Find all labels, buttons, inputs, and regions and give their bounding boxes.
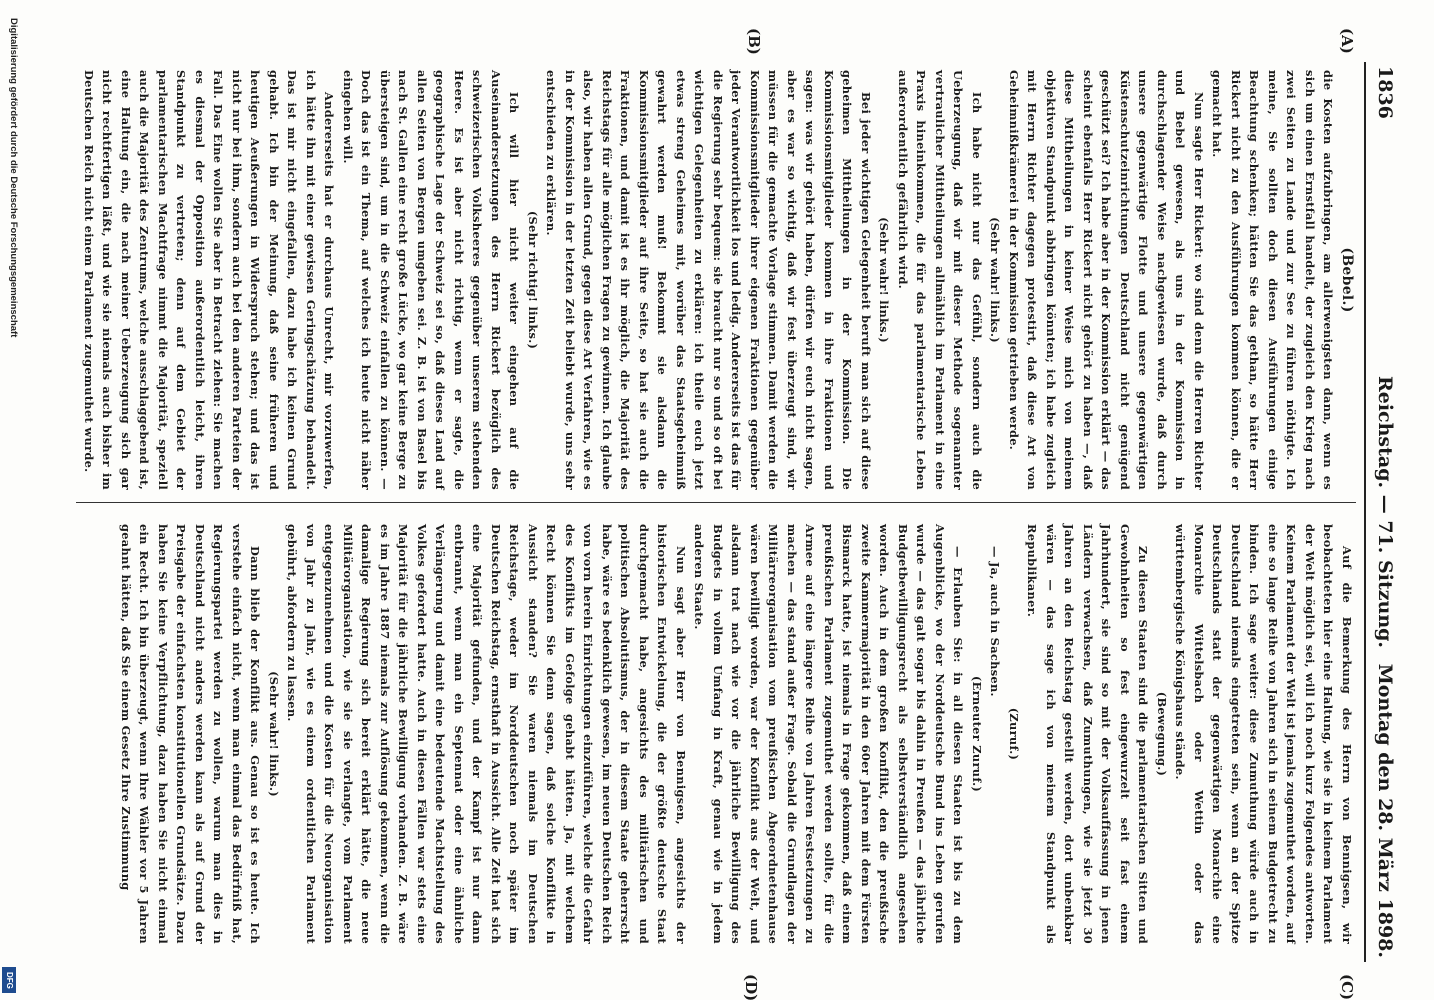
interjection: (Sehr wahr! links.) [877,217,892,343]
left-column [80,70,1357,490]
interjection: (Bewegung.) [1155,691,1169,777]
paragraph: Auf die Bemerkung des Herrn von Bennigsen, wir beobachteten hier eine Haltung, wie sie in keinem Parlament der Welt möglich sei, will ich noch kurz Folgendes antworten. Keinem Parlament der Welt ist jemals zugemuthet worden, auf eine so lange Reihe von Jahren sich in seinem Budgetrecht zu binden. Ich sage weiter: diese Zumuthung würde auch in Deutschland niemals eingetreten sein, wenn an der Spitze Deutschlands statt der gegenwärtigen Monarchie eine Monarchie Wittelsbach oder Wettin oder das württembergische Königshaus stände. [1173,524,1354,944]
paragraph: Zu diesen Staaten sind die parlamentarischen Sitten und Gewohnheiten so fest eingewurzelt seit fast einem Jahrhundert, sie sind so mit der Volksauffassung in jenen Ländern verwachsen, daß Zumuthungen, wie sie jetzt 30 Jahren an den Reichstag gestellt werden, dort unbenkbar wären — das sage ich von meinem Standpunkt als Republikaner. [1025,524,1151,944]
digitization-credit [7,18,23,993]
paragraph: Bei jeder wichtigen Gelegenheit beruft man sich auf diese geheimen Mittheilungen in der Kommission. Die Kommissionsmitglieder kommen in ihre Fraktionen und sagen: was wir gehört haben, dürfen wir euch nicht sagen, aber es war so wichtig, daß wir fest überzeugt sind, wir müssen für die gemachte Vorlage stimmen. Damit werden die Kommissionsmitglieder ihrer eigenen Fraktionen gegenüber jeder Verantwortlichkeit los und ledig. Andererseits ist das für die Regierung sehr bequem: sie braucht nur so und so oft bei wichtigen Gelegenheiten zu erklären: ich theile euch jetzt etwas streng Geheimes mit, worüber das Staatsgeheimniß gewahrt werden muß! Bekommt sie alsdann die Kommissionsmitglieder auf ihre Seite, so hat sie auch die Fraktionen, und damit ist es ihr möglich, die Majorität des Reichstags für alle möglichen Fragen zu gewinnen. Ich glaube also, wir haben allen Grund, gegen diese Art Verfahren, wie es in der Kommission in der letzten Zeit beliebt wurde, uns sehr entschieden zu erklären. [544,70,873,490]
margin-mark-b: (B) [745,28,763,55]
column-divider [76,502,1356,503]
margin-mark-d: (D) [742,974,760,1001]
paragraph: Andererseits hat er durchaus Unrecht, mir vorzuwerfen, ich hätte ihn mit einer gewissen Geringschätzung behandelt. Das ist mir nicht eingefallen, dazu habe ich keinen Grund gehabt. Ich bin der Meinung, daß seine früheren und heutigen Aeußerungen in Widerspruch stehen; und das ist nicht nur bei ihm, sondern auch bei den anderen Parteien der Fall. Das Eine wollen Sie aber in Betracht ziehen: Sie machen es diesmal der Opposition außerordentlich leicht, ihren Standpunkt zu vertreten; denn auf dem Gebiet der parlamentarischen Machtfrage nimmt die Majorität, speziell auch die Majorität des Zentrums, welche ausschlaggebend ist, eine Haltung ein, die nach meiner Ueberzeugung sich gar nicht rechtfertigen läßt, und wie sie niemals auch bisher im Deutschen Reich nicht einem Parlament zugemuthet wurde. [82,70,337,490]
dfg-logo: DFG [2,967,16,993]
rotated-content [70,28,1400,1001]
paragraph: die Kosten aufzubringen, am allerwenigsten dann, wenn es sich um einen Ernstfall handelt, der zugleich den Krieg nach zwei Seiten zu Lande und zur See zu führen nöthigte. Ich meine, Sie sollten doch diesen Ausführungen einige Beachtung schenken; hätten Sie das gethan, so hätte Herr Rickert nicht zu den Ausführungen kommen können, die er gemacht hat. [1210,70,1336,490]
interjection: (Zuruf.) [1007,707,1021,761]
right-column [117,524,1357,944]
page-number: 1836 [1374,66,1396,119]
interjection: (Sehr wahr! links.) [988,217,1003,343]
paragraph: — Ja, auch in Sachsen. [988,546,1003,697]
paragraph: Ich will hier nicht weiter eingehen auf die Auseinandersetzungen des Herrn Rickert bezüglich des schweizerischen Volksheeres gegenüber unserem stehenden Heere. Es ist aber nicht richtig, wenn er sagte, die geographische Lage der Schweiz sei so, daß dieses Land auf allen Seiten von Bergen umgeben sei. Z. B. ist von Basel bis nach St. Gallen eine recht große Lücke, wo gar keine Berge zu übersteigen sind, um in die Schweiz einfallen zu können. — Doch das ist ein Thema, auf welches ich heute nicht näher eingehen will. [341,70,522,490]
paragraph: Nun sagt aber Herr von Bennigsen, angesichts der historischen Entwickelung, die der größte deutsche Staat durchgemacht habe, angesichts des militärischen und politischen Absolutismus, der in diesem Staate geherrscht habe, wäre es bedenklich gewesen, im neuen Deutschen Reich von vorn herein Einrichtungen einzuführen, welche die Gefahr des Konflikts im Gefolge gehabt hätten. Ja, mit welchem Recht können Sie denn sagen, daß solche Konflikte in Aussicht standen? Sie waren niemals im Deutschen Reichstage, weder im Norddeutschen noch später im Deutschen Reichstag, ernsthaft in Aussicht. Alle Zeit hat sich eine Majorität gefunden, und der Kampf ist nur dann entbrannt, wenn man ein Septennat oder eine ähnliche Verlängerung und damit eine bedeutende Machtstellung des Volkes gefordert hatte. Auch in diesen Fällen war stets eine Majorität für die jährliche Bewilligung vorhanden. Z. B. wäre es im Jahre 1887 niemals zur Auflösung gekommen, wenn die damalige Regierung sich bereit erklärt hätte, die neue Militärorganisation, wie sie sie verlangte, vom Parlament entgegenzunehmen und die Kosten für die Neuorganisation von Jahr zu Jahr, wie es einem ordentlichen Parlament gebührt, abfordern zu lassen. [285,524,688,944]
paragraph: — Erlauben Sie: in all diesen Staaten ist bis zu dem Augenblicke, wo der Norddeutsche Bund ins Leben gerufen wurde — das galt sogar bis dahin in Preußen — das jährliche Budgetbewilligungsrecht als selbstverständlich angesehen worden. Auch in dem großen Konflikt, den die preußische zweite Kammermajorität in den 60er Jahren mit dem Fürsten Bismarck hatte, ist niemals in Frage gekommen, daß einem preußischen Parlament zugemuthet werden sollte, für die Armee auf eine längere Reihe von Jahren Festsetzungen zu machen — das stand außer Frage. Sobald die Grundlagen der Militärreorganisation vom preußischen Abgeordnetenhause wären bewilligt worden, war der Konflikt aus der Welt, und alsdann trat nach wie vor die jährliche Bewilligung des Budgets in vollem Umfang in Kraft, genau wie in jedem anderen Staate. [692,524,966,944]
interjection: (Erneuter Zuruf.) [970,675,984,793]
interjection: (Sehr richtig! links.) [526,210,540,350]
page-header [1364,62,1400,962]
session-date: Montag den 28. März 1898. [1374,663,1396,958]
margin-mark-c: (C) [1338,974,1356,1001]
paragraph: Ich habe nicht nur das Gefühl, sondern auch die Ueberzeugung, daß wir mit dieser Methode sogenannter vertraulicher Mittheilungen allmählich im Parlament in eine Praxis hineinkommen, die für das parlamentarische Leben außerordentlich gefährlich wird. [896,70,984,490]
paragraph: Dann blieb der Konflikt aus. Genau so ist es heute. Ich verstehe einfach nicht, wenn man einmal das Bedürfniß hat, Regierungspartei werden zu wollen, warum man dies in Deutschland nicht anders werden kann als auf Grund der Preisgabe der einfachsten konstitutionellen Grundsätze. Dazu haben Sie keine Verpflichtung, dazu haben Sie nicht einmal ein Recht. Ich bin überzeugt, wenn Ihre Wähler vor 5 Jahren geahnt hätten, daß Sie einem Gesetz Ihre Zustimmung [119,524,263,944]
page-title: Reichstag. — 71. Sitzung. [1374,375,1396,649]
digitization-credit-text: Digitalisierung gefördert durch die Deutsche Forschungsgemeinschaft [8,18,19,338]
paragraph: Nun sagte Herr Rickert: wo sind denn die Herren Richter und Bebel gewesen, als uns in der Kommission in durchschlagender Weise nachgewiesen wurde, daß durch unsere gegenwärtige Flotte und unsere gegenwärtigen Küstenschutzeinrichtungen Deutschland nicht genügend geschützt sei? Ich habe aber in der Kommission erklärt — das scheint ebenfalls Herr Rickert nicht gehört zu haben —, daß diese Mittheilungen in keiner Weise mich von meinem objektiven Standpunkt abbringen könnten; ich habe zugleich mit Herrn Richter dagegen protestirt, daß diese Art von Geheimnißkrämerei in der Kommission getrieben werde. [1007,70,1206,490]
speaker-label: (Bebel.) [1339,247,1355,313]
interjection: (Sehr wahr! links.) [267,671,281,797]
margin-mark-a: (A) [1338,28,1356,54]
